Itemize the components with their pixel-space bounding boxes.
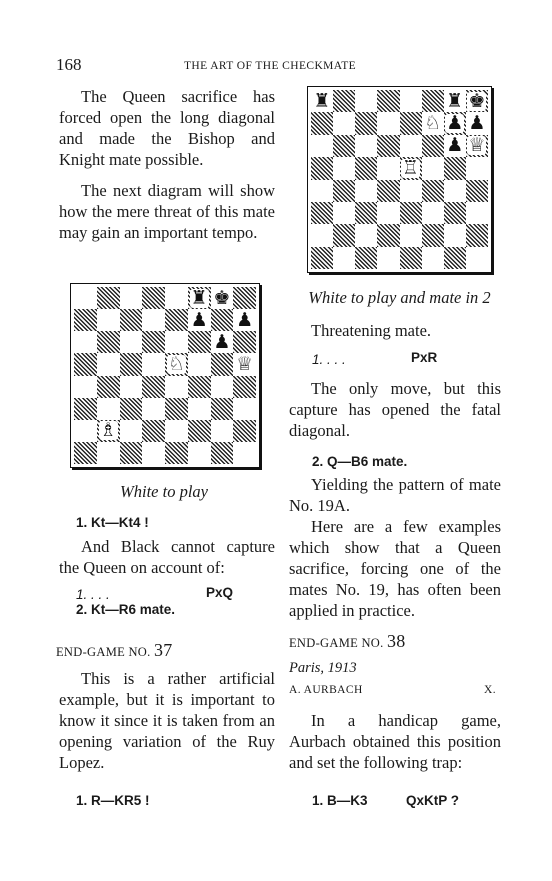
board-square — [142, 353, 165, 375]
board-square — [422, 157, 444, 179]
left-paragraph-2: The next diagram will show how the mere threat of this mate may gain an important tempo. — [59, 181, 275, 242]
right-player-black: X. — [484, 684, 496, 696]
left-line-1-number: 1. . . . — [76, 587, 110, 602]
board-square — [165, 353, 188, 375]
board-square — [97, 376, 120, 398]
board-square — [188, 376, 211, 398]
board-square — [97, 398, 120, 420]
board-square — [142, 442, 165, 464]
board-square — [97, 331, 120, 353]
board-square — [120, 331, 143, 353]
right-paragraph-2: The only move, but this capture has opened the fatal diagonal. — [289, 379, 501, 440]
board-square — [311, 247, 333, 269]
board-square — [422, 90, 444, 112]
running-title: THE ART OF THE CHECKMATE — [184, 60, 357, 72]
board-square — [97, 442, 120, 464]
board-square — [142, 331, 165, 353]
board-square — [233, 287, 256, 309]
left-paragraph-3: And Black cannot capture the Queen on account of: — [59, 537, 275, 577]
board-square — [311, 202, 333, 224]
board-square — [120, 420, 143, 442]
board-square — [233, 353, 256, 375]
board-square — [165, 309, 188, 331]
board-square — [74, 442, 97, 464]
board-square — [466, 180, 488, 202]
right-line-1-number: 1. . . . — [312, 352, 346, 367]
right-paragraph-5: In a handicap game, Aurbach obtained this position and set the following trap: — [289, 711, 501, 772]
board-square — [444, 90, 466, 112]
board-square — [211, 353, 234, 375]
chess-piece-icon: ♟ — [446, 112, 464, 135]
right-chessboard — [311, 90, 488, 269]
board-square — [400, 90, 422, 112]
chess-piece-icon: ♟ — [446, 134, 464, 157]
board-square — [377, 135, 399, 157]
board-square — [74, 420, 97, 442]
board-square — [74, 331, 97, 353]
board-square — [333, 247, 355, 269]
board-square — [74, 353, 97, 375]
left-diagram-frame — [70, 283, 260, 468]
right-paragraph-4: Here are a few examples which show that a Queen sacrifice, forcing one of the mates No. 19, has often been applied in practice. — [289, 517, 501, 620]
board-square — [400, 180, 422, 202]
board-square — [311, 90, 333, 112]
board-square — [400, 224, 422, 246]
board-square — [355, 90, 377, 112]
right-diagram-frame — [307, 86, 492, 273]
board-square — [120, 398, 143, 420]
board-square — [444, 247, 466, 269]
board-square — [211, 442, 234, 464]
right-diagram-caption: White to play and mate in 2 — [308, 288, 491, 307]
chess-piece-icon: ♖ — [402, 157, 420, 179]
board-square — [74, 287, 97, 309]
board-square — [165, 398, 188, 420]
board-square — [377, 180, 399, 202]
board-square — [311, 180, 333, 202]
board-square — [355, 157, 377, 179]
chess-piece-icon: ♚ — [213, 287, 231, 309]
board-square — [377, 247, 399, 269]
board-square — [444, 135, 466, 157]
chess-piece-icon: ♜ — [446, 90, 464, 112]
board-square — [233, 309, 256, 331]
board-square — [444, 112, 466, 134]
board-square — [422, 180, 444, 202]
board-square — [97, 287, 120, 309]
right-paragraph-3: Yielding the pattern of mate No. 19A. — [289, 475, 501, 515]
left-paragraph-1: The Queen sacrifice has forced open the long diagonal and made the Bishop and Knight mate possible. — [59, 87, 275, 169]
board-square — [333, 157, 355, 179]
chess-piece-icon: ♜ — [190, 287, 208, 309]
board-square — [188, 442, 211, 464]
chess-piece-icon: ♘ — [167, 353, 185, 375]
board-square — [400, 247, 422, 269]
board-square — [97, 309, 120, 331]
left-paragraph-4: This is a rather artificial example, but it is important to know it since it is taken from an opening variation of the Ruy Lopez. — [59, 669, 275, 772]
board-square — [400, 202, 422, 224]
board-square — [211, 420, 234, 442]
board-square — [211, 309, 234, 331]
left-line-1-move: PxQ — [206, 585, 234, 600]
board-square — [142, 309, 165, 331]
board-square — [311, 157, 333, 179]
board-square — [165, 420, 188, 442]
board-square — [377, 202, 399, 224]
board-square — [466, 224, 488, 246]
board-square — [233, 398, 256, 420]
board-square — [97, 420, 120, 442]
left-endgame-number: 37 — [154, 640, 173, 660]
board-square — [188, 398, 211, 420]
board-square — [444, 157, 466, 179]
board-square — [120, 309, 143, 331]
board-square — [333, 180, 355, 202]
board-square — [355, 247, 377, 269]
left-line-2: 2. Kt—R6 mate. — [76, 602, 176, 617]
board-square — [333, 112, 355, 134]
board-square — [165, 442, 188, 464]
board-square — [165, 331, 188, 353]
board-square — [444, 180, 466, 202]
board-square — [377, 112, 399, 134]
page-number: 168 — [56, 55, 82, 74]
right-endgame-number: 38 — [387, 631, 406, 651]
board-square — [188, 309, 211, 331]
board-square — [333, 224, 355, 246]
chess-piece-icon: ♕ — [468, 134, 486, 157]
right-move-last-b: QxKtP ? — [406, 793, 460, 808]
board-square — [188, 420, 211, 442]
board-square — [422, 224, 444, 246]
right-endgame-heading — [289, 631, 406, 652]
right-place: Paris, 1913 — [289, 660, 357, 676]
board-square — [211, 398, 234, 420]
chess-piece-icon: ♜ — [313, 90, 331, 112]
board-square — [233, 442, 256, 464]
left-endgame-heading — [56, 640, 173, 661]
board-square — [400, 135, 422, 157]
board-square — [355, 202, 377, 224]
chess-piece-icon: ♟ — [190, 309, 208, 331]
left-chessboard — [74, 287, 256, 464]
board-square — [400, 112, 422, 134]
chess-piece-icon: ♕ — [236, 353, 254, 375]
board-square — [422, 135, 444, 157]
board-square — [466, 247, 488, 269]
left-move-last: 1. R—KR5 ! — [76, 793, 150, 808]
chess-piece-icon: ♟ — [213, 331, 231, 353]
board-square — [333, 90, 355, 112]
board-square — [211, 287, 234, 309]
board-square — [444, 202, 466, 224]
right-move-last-a: 1. B—K3 — [312, 793, 368, 808]
board-square — [311, 224, 333, 246]
board-square — [355, 224, 377, 246]
board-square — [466, 202, 488, 224]
board-square — [120, 376, 143, 398]
right-player-white: A. AURBACH — [289, 684, 363, 696]
board-square — [422, 112, 444, 134]
board-square — [120, 353, 143, 375]
board-square — [422, 202, 444, 224]
board-square — [165, 287, 188, 309]
chess-piece-icon: ♚ — [468, 90, 486, 112]
chess-piece-icon: ♘ — [424, 112, 442, 135]
board-square — [466, 135, 488, 157]
board-square — [120, 442, 143, 464]
chess-piece-icon: ♟ — [236, 309, 254, 331]
board-square — [142, 398, 165, 420]
board-square — [355, 180, 377, 202]
board-square — [142, 287, 165, 309]
board-square — [311, 135, 333, 157]
right-move-2: 2. Q—B6 mate. — [312, 454, 408, 469]
board-square — [233, 331, 256, 353]
left-diagram-caption: White to play — [120, 482, 208, 501]
board-square — [377, 224, 399, 246]
board-square — [333, 135, 355, 157]
board-square — [233, 376, 256, 398]
board-square — [120, 287, 143, 309]
board-square — [355, 135, 377, 157]
board-square — [74, 376, 97, 398]
board-square — [74, 398, 97, 420]
board-square — [422, 247, 444, 269]
board-square — [211, 331, 234, 353]
board-square — [311, 112, 333, 134]
board-square — [165, 376, 188, 398]
board-square — [233, 420, 256, 442]
right-endgame-label: END-GAME NO. — [289, 636, 384, 650]
board-square — [188, 287, 211, 309]
left-move-1: 1. Kt—Kt4 ! — [76, 515, 149, 530]
board-square — [377, 90, 399, 112]
board-square — [211, 376, 234, 398]
board-square — [444, 224, 466, 246]
board-square — [466, 90, 488, 112]
right-line-1-move: PxR — [411, 350, 438, 365]
board-square — [466, 157, 488, 179]
board-square — [400, 157, 422, 179]
board-square — [188, 331, 211, 353]
left-endgame-label: END-GAME NO. — [56, 645, 151, 659]
chess-piece-icon: ♗ — [99, 419, 117, 442]
board-square — [355, 112, 377, 134]
board-square — [97, 353, 120, 375]
right-paragraph-1: Threatening mate. — [311, 321, 432, 340]
board-square — [333, 202, 355, 224]
board-square — [466, 112, 488, 134]
board-square — [74, 309, 97, 331]
board-square — [142, 420, 165, 442]
chess-piece-icon: ♟ — [468, 112, 486, 135]
board-square — [142, 376, 165, 398]
board-square — [188, 353, 211, 375]
board-square — [377, 157, 399, 179]
